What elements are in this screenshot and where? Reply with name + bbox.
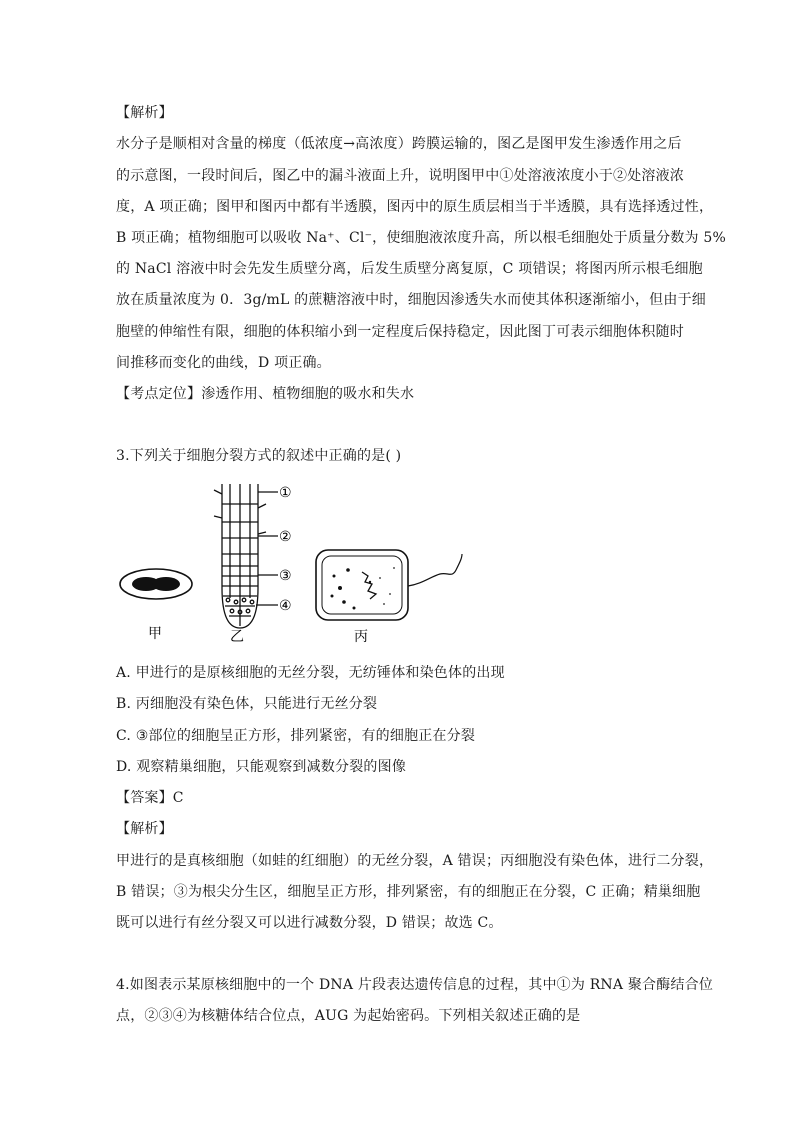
question3-analysis-line-3: 既可以进行有丝分裂又可以进行减数分裂，D 错误；故选 C。 [116,915,503,931]
kaodian-dingwei: 【考点定位】渗透作用、植物细胞的吸水和失水 [116,386,415,402]
figure-bing-bacterium [316,550,462,620]
figure-yi-root-tip [214,484,278,628]
figure-label-bing: 丙 [354,629,368,645]
figure-label-1: ① [279,485,292,501]
figure-label-4: ④ [279,598,292,614]
question3-analysis-heading: 【解析】 [116,821,173,837]
figure-label-jia: 甲 [148,626,162,642]
question3-analysis-line-1: 甲进行的是真核细胞（如蛙的红细胞）的无丝分裂，A 错误；丙细胞没有染色体，进行二分裂， [116,853,714,869]
question3-figure [110,478,490,648]
section1-line-4: B 项正确；植物细胞可以吸收 Na⁺、Cl⁻，使细胞液浓度升高，所以根毛细胞处于质量分数为 5% [116,230,727,246]
figure-label-yi: 乙 [230,629,244,645]
question3-stem: 3.下列关于细胞分裂方式的叙述中正确的是( ) [116,448,402,464]
section1-line-2: 的示意图，一段时间后，图乙中的漏斗液面上升，说明图甲中①处溶液浓度小于②处溶液浓 [116,168,684,184]
question4-line-1: 4.如图表示某原核细胞中的一个 DNA 片段表达遗传信息的过程，其中①为 RNA 聚合酶结合位 [116,977,714,993]
option-c: C. ③部位的细胞呈正方形，排列紧密，有的细胞正在分裂 [116,728,476,744]
figure-jia-cell [120,569,192,599]
question3-analysis-line-2: B 错误；③为根尖分生区，细胞呈正方形，排列紧密，有的细胞正在分裂，C 正确；精巢细胞 [116,884,701,900]
question3-answer: 【答案】C [116,790,184,806]
section1-line-1: 水分子是顺相对含量的梯度（低浓度→高浓度）跨膜运输的，图乙是图甲发生渗透作用之后 [116,136,682,152]
section1-line-5: 的 NaCl 溶液中时会先发生质壁分离，后发生质壁分离复原，C 项错误；将图丙所示根毛细胞 [116,261,703,277]
option-a: A. 甲进行的是原核细胞的无丝分裂，无纺锤体和染色体的出现 [116,665,505,681]
section1-line-8: 间推移而变化的曲线，D 项正确。 [116,355,331,371]
section1-line-7: 胞壁的伸缩性有限，细胞的体积缩小到一定程度后保持稳定，因此图丁可表示细胞体积随时 [116,324,684,340]
section1-line-6: 放在质量浓度为 0．3g/mL 的蔗糖溶液中时，细胞因渗透失水而使其体积逐渐缩小，但由于细 [116,292,706,308]
section1-line-3: 度，A 项正确；图甲和图丙中都有半透膜，图丙中的原生质层相当于半透膜，具有选择透过性， [116,199,714,215]
section1-heading: 【解析】 [116,105,173,121]
figure-label-2: ② [279,529,292,545]
option-b: B. 丙细胞没有染色体，只能进行无丝分裂 [116,696,378,712]
option-d: D. 观察精巢细胞，只能观察到减数分裂的图像 [116,759,407,775]
question4-line-2: 点，②③④为核糖体结合位点，AUG 为起始密码。下列相关叙述正确的是 [116,1008,581,1024]
figure-label-3: ③ [279,568,292,584]
